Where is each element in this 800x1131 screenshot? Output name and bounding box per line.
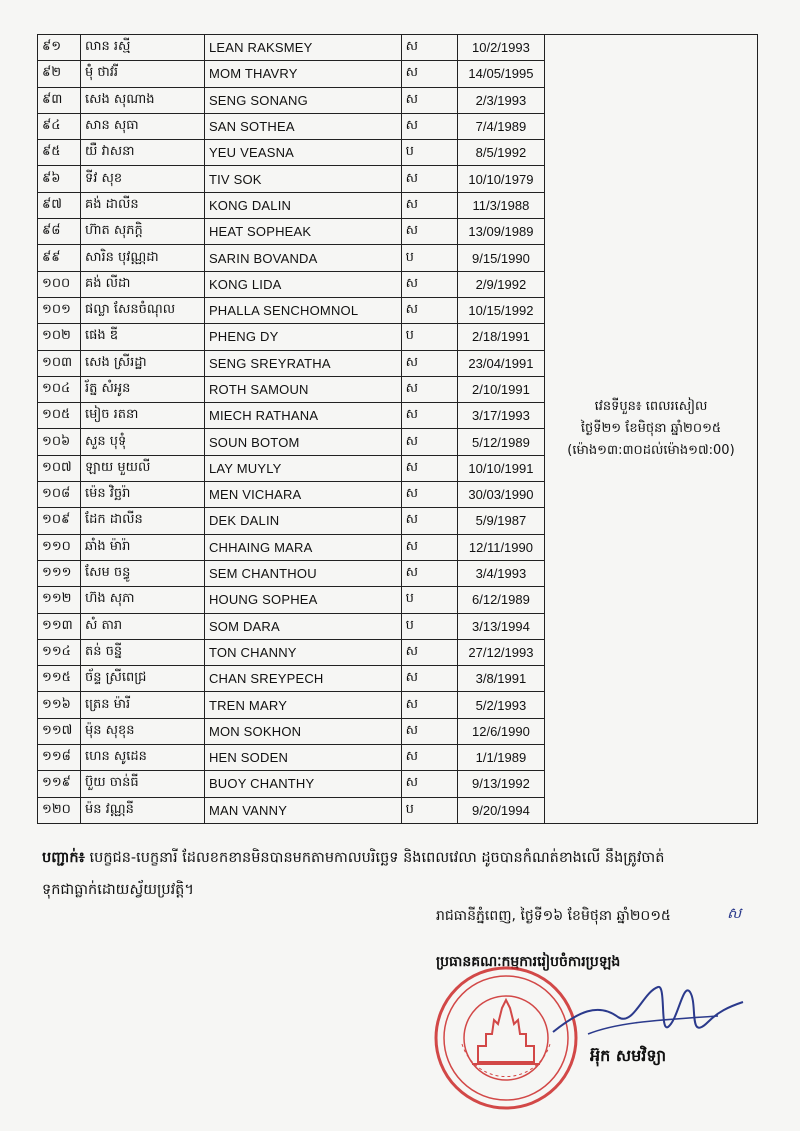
session-line-2: ថ្ងៃទី២១ ខែមិថុនា ឆ្នាំ២០១៥ <box>580 420 722 436</box>
sex-cell: ស <box>401 692 457 718</box>
khmer-name-cell: តន់ ចន្នី <box>81 639 205 665</box>
row-number-cell: ៩៣ <box>38 87 81 113</box>
latin-name-cell: MAN VANNY <box>204 797 401 823</box>
latin-name-cell: SENG SREYRATHA <box>204 350 401 376</box>
latin-name-cell: LAY MUYLY <box>204 455 401 481</box>
birth-date-cell: 9/15/1990 <box>457 245 544 271</box>
khmer-name-cell: ម៉ុំ ថាវរី <box>81 61 205 87</box>
khmer-name-cell: ដែក ដាលីន <box>81 508 205 534</box>
sex-cell: ស <box>401 639 457 665</box>
birth-date-cell: 27/12/1993 <box>457 639 544 665</box>
latin-name-cell: SOM DARA <box>204 613 401 639</box>
khmer-name-cell: ផល្លា សែនចំណុល <box>81 297 205 323</box>
sex-cell: ប <box>401 324 457 350</box>
sex-cell: ស <box>401 61 457 87</box>
session-line-3: (ម៉ោង១៣:៣០ដល់ម៉ោង១៧:00) <box>567 442 735 458</box>
sex-cell: ប <box>401 587 457 613</box>
latin-name-cell: KONG LIDA <box>204 271 401 297</box>
latin-name-cell: DEK DALIN <box>204 508 401 534</box>
birth-date-cell: 10/10/1979 <box>457 166 544 192</box>
birth-date-cell: 30/03/1990 <box>457 482 544 508</box>
latin-name-cell: KONG DALIN <box>204 192 401 218</box>
birth-date-cell: 23/04/1991 <box>457 350 544 376</box>
latin-name-cell: SARIN BOVANDA <box>204 245 401 271</box>
row-number-cell: ១១៩ <box>38 771 81 797</box>
footnote <box>42 842 762 906</box>
birth-date-cell: 2/9/1992 <box>457 271 544 297</box>
sex-cell: ស <box>401 745 457 771</box>
latin-name-cell: TREN MARY <box>204 692 401 718</box>
sex-cell: ស <box>401 192 457 218</box>
birth-date-cell: 11/3/1988 <box>457 192 544 218</box>
khmer-name-cell: សួន បុទុំ <box>81 429 205 455</box>
sex-cell: ស <box>401 271 457 297</box>
birth-date-cell: 10/15/1992 <box>457 297 544 323</box>
date-line: រាជធានីភ្នំពេញ, ថ្ងៃទី១៦ ខែមិថុនា ឆ្នាំ២០១៥ <box>436 908 671 924</box>
row-number-cell: ១១៥ <box>38 666 81 692</box>
row-number-cell: ១០២ <box>38 324 81 350</box>
khmer-name-cell: ម៉ន វណ្ណនី <box>81 797 205 823</box>
sex-cell: ប <box>401 245 457 271</box>
footnote-label: បញ្ជាក់៖ <box>42 850 85 866</box>
khmer-name-cell: ប៊ួយ ចាន់ធី <box>81 771 205 797</box>
row-number-cell: ៩៥ <box>38 140 81 166</box>
khmer-name-cell: ផេង ឌី <box>81 324 205 350</box>
birth-date-cell: 5/2/1993 <box>457 692 544 718</box>
row-number-cell: ៩៦ <box>38 166 81 192</box>
latin-name-cell: BUOY CHANTHY <box>204 771 401 797</box>
khmer-name-cell: ម៉ុន សុខុន <box>81 718 205 744</box>
birth-date-cell: 12/11/1990 <box>457 534 544 560</box>
birth-date-cell: 1/1/1989 <box>457 745 544 771</box>
latin-name-cell: TIV SOK <box>204 166 401 192</box>
birth-date-cell: 14/05/1995 <box>457 61 544 87</box>
row-number-cell: ៩៤ <box>38 113 81 139</box>
row-number-cell: ១០៨ <box>38 482 81 508</box>
latin-name-cell: MOM THAVRY <box>204 61 401 87</box>
latin-name-cell: SOUN BOTOM <box>204 429 401 455</box>
khmer-name-cell: ហ៊ង សុភា <box>81 587 205 613</box>
latin-name-cell: PHENG DY <box>204 324 401 350</box>
sex-cell: ស <box>401 666 457 692</box>
row-number-cell: ១១៣ <box>38 613 81 639</box>
khmer-name-cell: ហេន សូដេន <box>81 745 205 771</box>
sex-cell: ស <box>401 508 457 534</box>
latin-name-cell: ROTH SAMOUN <box>204 376 401 402</box>
latin-name-cell: SEM CHANTHOU <box>204 560 401 586</box>
birth-date-cell: 7/4/1989 <box>457 113 544 139</box>
row-number-cell: ១១៧ <box>38 718 81 744</box>
birth-date-cell: 10/10/1991 <box>457 455 544 481</box>
khmer-name-cell: រ័ត្ន សំអូន <box>81 376 205 402</box>
row-number-cell: ៩១ <box>38 35 81 61</box>
row-number-cell: ៩៨ <box>38 219 81 245</box>
khmer-name-cell: ហ៊ាត សុភក្តិ <box>81 219 205 245</box>
latin-name-cell: MIECH RATHANA <box>204 403 401 429</box>
session-schedule-cell <box>544 35 757 824</box>
khmer-name-cell: សេង ស្រីរដ្ឋា <box>81 350 205 376</box>
row-number-cell: ១១០ <box>38 534 81 560</box>
sex-cell: ស <box>401 560 457 586</box>
birth-date-cell: 9/13/1992 <box>457 771 544 797</box>
birth-date-cell: 8/5/1992 <box>457 140 544 166</box>
footnote-line-1: បេក្ខជន-បេក្ខនារី ដែលខកខានមិនបានមកតាមកាលបរិច្ឆេទ និងពេលវេលា ដូចបានកំណត់ខាងលើ នឹងត្រូវចាត់ <box>84 850 665 866</box>
birth-date-cell: 2/18/1991 <box>457 324 544 350</box>
sex-cell: ស <box>401 350 457 376</box>
row-number-cell: ១១២ <box>38 587 81 613</box>
khmer-name-cell: ឡាយ មួយលី <box>81 455 205 481</box>
khmer-name-cell: យឺ វាសនា <box>81 140 205 166</box>
latin-name-cell: CHAN SREYPECH <box>204 666 401 692</box>
row-number-cell: ១០៣ <box>38 350 81 376</box>
khmer-name-cell: គង់ លីដា <box>81 271 205 297</box>
row-number-cell: ១០៩ <box>38 508 81 534</box>
session-line-1: វេនទីបួន៖ ពេលរសៀល <box>594 398 708 414</box>
latin-name-cell: LEAN RAKSMEY <box>204 35 401 61</box>
birth-date-cell: 2/10/1991 <box>457 376 544 402</box>
footnote-line-2: ទុកជាធ្លាក់ដោយស្វ័យប្រវត្តិ។ <box>42 882 194 898</box>
khmer-name-cell: ត្រេន ម៉ារី <box>81 692 205 718</box>
sex-cell: ស <box>401 718 457 744</box>
row-number-cell: ១១១ <box>38 560 81 586</box>
candidate-table <box>37 34 758 824</box>
row-number-cell: ១០៦ <box>38 429 81 455</box>
birth-date-cell: 12/6/1990 <box>457 718 544 744</box>
birth-date-cell: 5/12/1989 <box>457 429 544 455</box>
sex-cell: ស <box>401 35 457 61</box>
khmer-name-cell: សាន សុធា <box>81 113 205 139</box>
row-number-cell: ១០១ <box>38 297 81 323</box>
latin-name-cell: CHHAING MARA <box>204 534 401 560</box>
birth-date-cell: 5/9/1987 <box>457 508 544 534</box>
khmer-name-cell: សំ តារា <box>81 613 205 639</box>
latin-name-cell: SAN SOTHEA <box>204 113 401 139</box>
row-number-cell: ១០៤ <box>38 376 81 402</box>
latin-name-cell: PHALLA SENCHOMNOL <box>204 297 401 323</box>
sex-cell: ស <box>401 429 457 455</box>
khmer-name-cell: គង់ ដាលីន <box>81 192 205 218</box>
birth-date-cell: 3/13/1994 <box>457 613 544 639</box>
sex-cell: ប <box>401 797 457 823</box>
latin-name-cell: HEN SODEN <box>204 745 401 771</box>
sex-cell: ស <box>401 534 457 560</box>
sex-cell: ស <box>401 771 457 797</box>
sex-cell: ប <box>401 140 457 166</box>
row-number-cell: ១២០ <box>38 797 81 823</box>
table-row <box>38 35 758 61</box>
khmer-name-cell: ទីវ សុខ <box>81 166 205 192</box>
row-number-cell: ១០៧ <box>38 455 81 481</box>
office-title: ប្រធានគណៈកម្មការរៀបចំការប្រឡង <box>436 954 621 970</box>
khmer-name-cell: ច័ន្ទ ស្រីពេជ្រ <box>81 666 205 692</box>
khmer-name-cell: ឆាំង ម៉ារ៉ា <box>81 534 205 560</box>
latin-name-cell: MEN VICHARA <box>204 482 401 508</box>
sex-cell: ស <box>401 87 457 113</box>
birth-date-cell: 10/2/1993 <box>457 35 544 61</box>
birth-date-cell: 3/17/1993 <box>457 403 544 429</box>
signer-name: អ៊ុក សមវិទ្យា <box>590 1046 667 1065</box>
sex-cell: ស <box>401 219 457 245</box>
birth-date-cell: 13/09/1989 <box>457 219 544 245</box>
latin-name-cell: MON SOKHON <box>204 718 401 744</box>
latin-name-cell: SENG SONANG <box>204 87 401 113</box>
birth-date-cell: 6/12/1989 <box>457 587 544 613</box>
sex-cell: ស <box>401 482 457 508</box>
row-number-cell: ១០០ <box>38 271 81 297</box>
sex-cell: ស <box>401 113 457 139</box>
candidate-table-body <box>38 35 758 824</box>
row-number-cell: ១១៨ <box>38 745 81 771</box>
sex-cell: ប <box>401 613 457 639</box>
handwritten-initial: ស <box>727 904 742 922</box>
sex-cell: ស <box>401 455 457 481</box>
latin-name-cell: HEAT SOPHEAK <box>204 219 401 245</box>
sex-cell: ស <box>401 166 457 192</box>
sex-cell: ស <box>401 376 457 402</box>
birth-date-cell: 9/20/1994 <box>457 797 544 823</box>
khmer-name-cell: សែម ចន្ធូ <box>81 560 205 586</box>
birth-date-cell: 3/8/1991 <box>457 666 544 692</box>
row-number-cell: ៩២ <box>38 61 81 87</box>
sex-cell: ស <box>401 297 457 323</box>
sex-cell: ស <box>401 403 457 429</box>
row-number-cell: ១០៥ <box>38 403 81 429</box>
row-number-cell: ១១៦ <box>38 692 81 718</box>
row-number-cell: ១១៤ <box>38 639 81 665</box>
latin-name-cell: TON CHANNY <box>204 639 401 665</box>
khmer-name-cell: មៀច រតនា <box>81 403 205 429</box>
birth-date-cell: 3/4/1993 <box>457 560 544 586</box>
khmer-name-cell: សេង សុណាង <box>81 87 205 113</box>
khmer-name-cell: ម៉េន វិច្ឆរ៉ា <box>81 482 205 508</box>
row-number-cell: ៩៩ <box>38 245 81 271</box>
khmer-name-cell: លាន រស្មី <box>81 35 205 61</box>
latin-name-cell: HOUNG SOPHEA <box>204 587 401 613</box>
latin-name-cell: YEU VEASNA <box>204 140 401 166</box>
khmer-name-cell: សារិន បុវណ្ណដា <box>81 245 205 271</box>
birth-date-cell: 2/3/1993 <box>457 87 544 113</box>
row-number-cell: ៩៧ <box>38 192 81 218</box>
